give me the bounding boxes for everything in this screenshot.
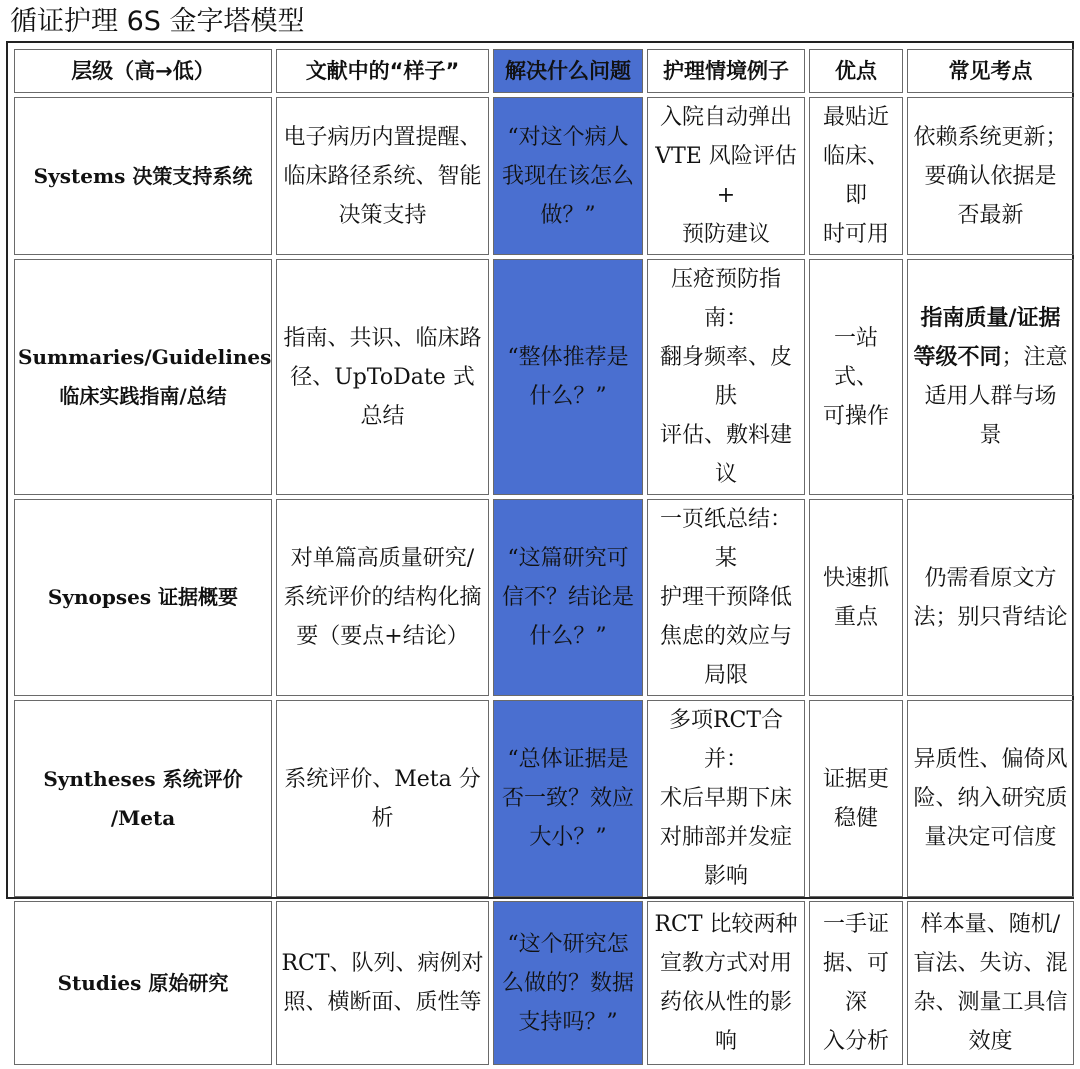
example-cell: [647, 700, 805, 897]
form-cell: [276, 499, 489, 696]
table-row: [14, 499, 1074, 696]
question-line: 什么？”: [529, 624, 607, 649]
pros-line: 据、可深: [822, 951, 889, 1015]
example-line: 术后早期下床: [659, 786, 792, 811]
example-line: 药依从性的影: [659, 990, 792, 1015]
form-line: 决策支持: [338, 202, 427, 228]
form-line: 径、UpToDate 式总结: [290, 364, 475, 429]
pros-cell: [809, 901, 903, 1065]
level-line: Syntheses 系统评价: [43, 766, 243, 791]
pros-line: 稳健: [833, 805, 878, 831]
pros-line: 入分析: [822, 1029, 889, 1054]
header-row: [14, 49, 1074, 93]
question-line: 什么？”: [529, 384, 607, 409]
level-line: Summaries/Guidelines: [18, 345, 272, 369]
exam-line: 要确认依据是: [924, 163, 1057, 189]
pros-cell: [809, 97, 903, 255]
form-line: 对单篇高质量研究/: [290, 546, 475, 571]
exam-line: 样本量、随机/: [920, 912, 1061, 937]
exam-line: 仍需看原文方: [924, 565, 1057, 591]
question-line: 做？”: [540, 202, 596, 228]
question-line: “这个研究怎: [507, 931, 629, 957]
level-cell: [14, 499, 272, 696]
example-line: 一页纸总结：某: [659, 507, 792, 571]
pros-cell: [809, 259, 903, 495]
example-line: 多项RCT合并：: [668, 708, 784, 772]
exam-line: 适用人群与场: [924, 384, 1057, 409]
exam-line: 异质性、偏倚风: [913, 747, 1068, 772]
page-title: 循证护理 6S 金字塔模型: [10, 6, 305, 37]
form-line: 系统评价、Meta 分析: [284, 766, 481, 831]
question-cell: [493, 499, 643, 696]
example-line: 预防建议: [681, 222, 770, 247]
header-pros: 优点: [809, 49, 903, 93]
form-line: 电子病历内置提醒、: [283, 124, 482, 150]
question-line: 支持吗？”: [518, 1009, 618, 1035]
exam-cell: [907, 700, 1074, 897]
exam-line: 景: [979, 423, 1002, 448]
example-line: 护理干预降低: [659, 585, 792, 610]
exam-cell: [907, 901, 1074, 1065]
pros-line: 临床、即: [822, 144, 889, 208]
exam-line: 依赖系统更新；: [913, 124, 1068, 150]
level-line: 临床实践指南/总结: [59, 384, 227, 408]
form-line: 系统评价的结构化摘: [283, 585, 482, 610]
exam-line: 杂、测量工具信: [913, 990, 1068, 1015]
exam-line: 盲法、失访、混: [913, 951, 1068, 976]
exam-line: 否最新: [957, 202, 1024, 228]
example-line: 对肺部并发症: [659, 825, 792, 850]
table-row: [14, 901, 1074, 1065]
pros-line: 快速抓: [822, 565, 889, 591]
exam-line: 险、纳入研究质: [913, 786, 1068, 811]
pros-line: 最贴近: [822, 105, 889, 130]
exam-cell: [907, 97, 1074, 255]
exam-cell: [907, 259, 1074, 495]
form-line: 照、横断面、质性等: [283, 990, 482, 1015]
question-line: “整体推荐是: [507, 345, 629, 370]
pros-line: 一站式、: [833, 325, 878, 390]
level-line: Systems 决策支持系统: [33, 163, 253, 188]
header-example: 护理情境例子: [647, 49, 805, 93]
question-line: 信不？结论是: [501, 585, 634, 610]
form-cell: [276, 97, 489, 255]
exam-bold-text: 指南质量/证据等级不同: [913, 305, 1061, 370]
level-cell: [14, 97, 272, 255]
example-line: 影响: [703, 864, 748, 889]
exam-line: 效度: [968, 1029, 1013, 1054]
question-cell: [493, 700, 643, 897]
level-cell: [14, 259, 272, 495]
pros-line: 一手证: [822, 912, 889, 937]
table-row: [14, 259, 1074, 495]
question-line: 否一致？效应: [501, 786, 634, 811]
exam-line: ；注意: [1001, 345, 1068, 370]
pyramid-table: [10, 45, 1078, 1069]
example-cell: [647, 97, 805, 255]
example-line: 响: [714, 1029, 737, 1054]
level-line: Studies 原始研究: [57, 970, 229, 995]
pros-line: 时可用: [822, 222, 889, 247]
example-line: 入院自动弹出: [659, 105, 792, 130]
level-cell: [14, 901, 272, 1065]
example-line: RCT 比较两种: [654, 912, 798, 937]
example-cell: [647, 901, 805, 1065]
header-exam: 常见考点: [907, 49, 1074, 93]
example-cell: [647, 499, 805, 696]
example-line: 局限: [703, 663, 748, 688]
question-line: 我现在该怎么: [501, 163, 634, 189]
question-cell: [493, 97, 643, 255]
question-cell: [493, 259, 643, 495]
question-line: “总体证据是: [507, 747, 629, 772]
pros-line: 证据更: [822, 766, 889, 792]
question-line: 大小？”: [529, 825, 607, 850]
header-level: 层级（高→低）: [14, 49, 272, 93]
level-line: /Meta: [110, 805, 176, 830]
pros-cell: [809, 499, 903, 696]
header-form: 文献中的“样子”: [276, 49, 489, 93]
table-row: [14, 97, 1074, 255]
level-line: Synopses 证据概要: [47, 585, 239, 609]
header-question: 解决什么问题: [493, 49, 643, 93]
pros-cell: [809, 700, 903, 897]
pros-line: 可操作: [822, 403, 889, 429]
question-line: “对这个病人: [507, 124, 629, 150]
exam-line: 法；别只背结论: [913, 604, 1068, 630]
form-cell: [276, 901, 489, 1065]
form-cell: [276, 700, 489, 897]
level-cell: [14, 700, 272, 897]
example-line: 焦虑的效应与: [659, 624, 792, 649]
example-line: 宣教方式对用: [659, 951, 792, 976]
example-line: VTE 风险评估+: [655, 144, 797, 208]
question-line: “这篇研究可: [507, 546, 629, 571]
form-cell: [276, 259, 489, 495]
pros-line: 重点: [833, 604, 878, 630]
example-line: 评估、敷料建议: [659, 423, 792, 487]
form-line: 指南、共识、临床路: [283, 325, 482, 351]
example-line: 压疮预防指南：: [670, 267, 781, 331]
question-cell: [493, 901, 643, 1065]
question-line: 么做的？数据: [501, 970, 634, 996]
exam-line: 量决定可信度: [924, 825, 1057, 850]
form-line: 临床路径系统、智能: [283, 163, 482, 189]
example-cell: [647, 259, 805, 495]
table-row: [14, 700, 1074, 897]
exam-cell: [907, 499, 1074, 696]
form-line: RCT、队列、病例对: [281, 951, 484, 976]
example-line: 翻身频率、皮肤: [659, 345, 792, 409]
form-line: 要（要点+结论）: [296, 624, 469, 649]
